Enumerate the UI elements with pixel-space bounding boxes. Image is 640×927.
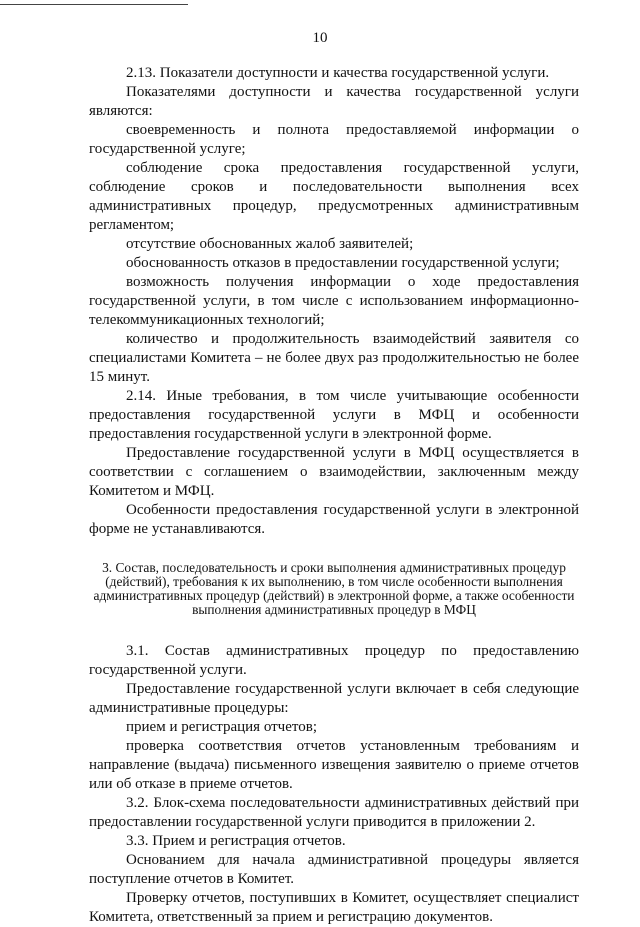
paragraph: проверка соответствия отчетов установленным требованиям и направление (выдача) письменного извещения заявителю о приеме отчетов или об отказе в приеме отчетов. (89, 738, 579, 792)
paragraph: своевременность и полнота предоставляемой информации о государственной услуге; (89, 122, 579, 157)
paragraph: отсутствие обоснованных жалоб заявителей; (126, 236, 414, 252)
paragraph: Основанием для начала административной процедуры является поступление отчетов в Комитет. (89, 852, 579, 887)
paragraph: 2.14. Иные требования, в том числе учитывающие особенности предоставления государственной услуги в МФЦ и особенности предоставления государственной услуги в электронной форме. (89, 388, 579, 442)
paragraph: Показателями доступности и качества государственной услуги являются: (89, 84, 579, 119)
document-body (89, 64, 579, 927)
spacer (89, 539, 579, 561)
paragraph: 3.1. Состав административных процедур по предоставлению государственной услуги. (89, 643, 579, 678)
paragraph: Особенности предоставления государственной услуги в электронной форме не устанавливаются. (89, 502, 579, 537)
spacer (89, 617, 579, 642)
paragraph: 3.2. Блок-схема последовательности административных действий при предоставлении государственной услуги приводится в приложении 2. (89, 795, 579, 830)
paragraph: Проверку отчетов, поступивших в Комитет, осуществляет специалист Комитета, ответственный за прием и регистрацию документов. (89, 890, 579, 925)
paragraph: обоснованность отказов в предоставлении государственной услуги; (126, 255, 560, 271)
top-rule (0, 4, 188, 5)
paragraph: 3.3. Прием и регистрация отчетов. (126, 833, 346, 849)
section-heading: 3. Состав, последовательность и сроки выполнения административных процедур (действий), требования к их выполнению, в том числе особенности выполнения административных процедур (действий) в электронной форме, а также особенности выполнения административных процедур в МФЦ (93, 560, 575, 617)
paragraph: возможность получения информации о ходе предоставления государственной услуги, в том числе с использованием информационно-телекоммуникационных технологий; (89, 274, 579, 328)
paragraph: прием и регистрация отчетов; (126, 719, 317, 735)
paragraph: соблюдение срока предоставления государственной услуги, соблюдение сроков и последовательности выполнения всех административных процедур, предусмотренных административным регламентом; (89, 160, 579, 233)
paragraph: Предоставление государственной услуги в МФЦ осуществляется в соответствии с соглашением о взаимодействии, заключенным между Комитетом и МФЦ. (89, 445, 579, 499)
paragraph: 2.13. Показатели доступности и качества государственной услуги. (126, 65, 550, 81)
paragraph: количество и продолжительность взаимодействий заявителя со специалистами Комитета – не более двух раз продолжительностью не более 15 минут. (89, 331, 579, 385)
page-number: 10 (312, 30, 328, 46)
paragraph: Предоставление государственной услуги включает в себя следующие административные процедуры: (89, 681, 579, 716)
